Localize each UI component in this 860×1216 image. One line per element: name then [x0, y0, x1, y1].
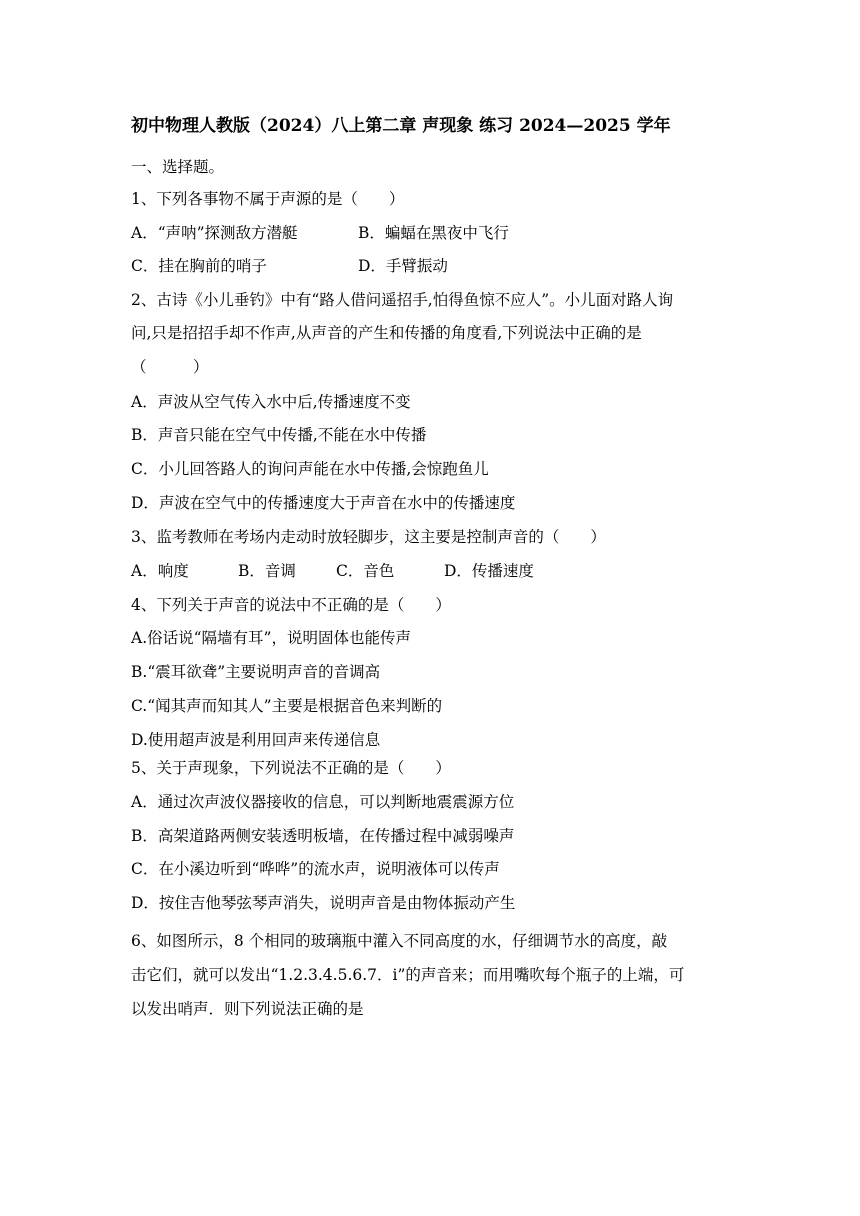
question-3-options [131, 562, 534, 580]
question-6-stem-line-2: 击它们，就可以发出“1.2.3.4.5.6.7．i”的声音来；而用嘴吹每个瓶子的上端，可 [131, 966, 685, 984]
question-5-option-a: A．通过次声波仪器接收的信息，可以判断地震震源方位 [131, 793, 515, 811]
question-1-option-b: B．蝙蝠在黑夜中飞行 [358, 224, 509, 242]
question-2-option-b: B．声音只能在空气中传播,不能在水中传播 [131, 426, 427, 444]
question-4-option-c: C.“闻其声而知其人”主要是根据音色来判断的 [131, 697, 443, 715]
question-2-option-c: C．小儿回答路人的询问声能在水中传播,会惊跑鱼儿 [131, 460, 489, 478]
question-3-stem: 3、监考教师在考场内走动时放轻脚步，这主要是控制声音的（ ） [131, 528, 606, 546]
question-3-option-c: C．音色 [336, 562, 395, 580]
question-5-option-b: B．高架道路两侧安装透明板墙，在传播过程中减弱噪声 [131, 827, 515, 845]
question-6-stem-line-1: 6、如图所示，8 个相同的玻璃瓶中灌入不同高度的水，仔细调节水的高度，敲 [131, 932, 668, 950]
document-title: 初中物理人教版（2024）八上第二章 声现象 练习 2024—2025 学年 [131, 116, 671, 136]
question-3-option-b: B．音调 [238, 562, 296, 580]
question-2-option-d: D．声波在空气中的传播速度大于声音在水中的传播速度 [131, 494, 516, 512]
question-1-option-d: D．手臂振动 [358, 257, 448, 275]
question-4-stem: 4、下列关于声音的说法中不正确的是（ ） [131, 596, 451, 614]
question-4-option-d: D.使用超声波是利用回声来传递信息 [131, 731, 381, 749]
question-1-options-row-1 [131, 224, 509, 242]
question-5-option-c: C．在小溪边听到“哗哗”的流水声，说明液体可以传声 [131, 860, 500, 878]
question-5-option-d: D．按住吉他琴弦琴声消失，说明声音是由物体振动产生 [131, 894, 516, 912]
question-6-stem-line-3: 以发出哨声．则下列说法正确的是 [131, 1000, 364, 1018]
question-2-stem-line-3: （ ） [131, 358, 209, 376]
section-heading: 一、选择题。 [131, 158, 225, 176]
question-2-stem-line-2: 问,只是招招手却不作声,从声音的产生和传播的角度看,下列说法中正确的是 [131, 324, 642, 342]
question-3-option-a: A．响度 [131, 562, 189, 580]
question-2-stem-line-1: 2、古诗《小儿垂钓》中有“路人借问遥招手,怕得鱼惊不应人”。小儿面对路人询 [131, 291, 674, 309]
question-1-stem: 1、下列各事物不属于声源的是（ ） [131, 190, 405, 208]
question-1-option-c: C．挂在胸前的哨子 [131, 257, 267, 275]
question-2-option-a: A．声波从空气传入水中后,传播速度不变 [131, 393, 411, 411]
question-5-stem: 5、关于声现象，下列说法不正确的是（ ） [131, 759, 451, 777]
question-4-option-b: B.“震耳欲聋”主要说明声音的音调高 [131, 663, 381, 681]
question-3-option-d: D．传播速度 [444, 562, 534, 580]
question-4-option-a: A.俗话说“隔墙有耳”，说明固体也能传声 [131, 629, 411, 647]
question-1-option-a: A．“声呐”探测敌方潜艇 [131, 224, 298, 242]
question-1-options-row-2 [131, 257, 448, 275]
